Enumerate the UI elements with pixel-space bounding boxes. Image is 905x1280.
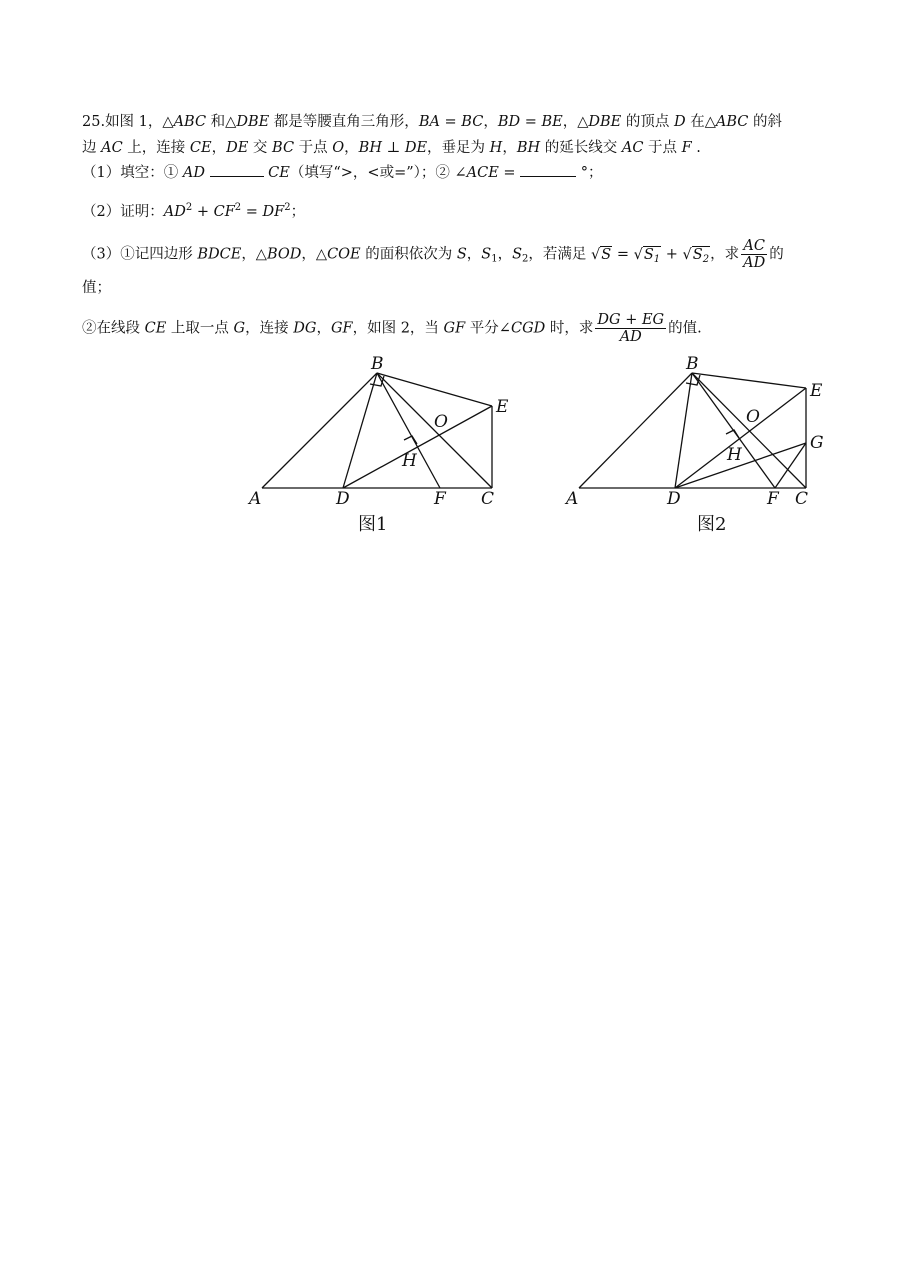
math: BA = BC bbox=[418, 114, 484, 130]
math: G bbox=[233, 320, 246, 337]
text: ， bbox=[483, 114, 498, 130]
text: 边 bbox=[82, 140, 102, 156]
text: °； bbox=[576, 165, 603, 181]
fig1-caption: 图1 bbox=[358, 514, 388, 535]
text: 上取一点 bbox=[166, 320, 234, 337]
exponent: 2 bbox=[284, 202, 291, 213]
text: ，如图 2，当 bbox=[352, 320, 444, 337]
fig2-label-f: F bbox=[767, 489, 779, 509]
text: 在△ bbox=[685, 114, 716, 130]
text: （1）填空：① bbox=[82, 165, 183, 181]
text: 平分∠ bbox=[465, 320, 511, 337]
denominator: AD bbox=[743, 255, 766, 271]
fig2-segment-be bbox=[692, 373, 806, 388]
text: 上，连接 bbox=[122, 140, 190, 156]
text: （3）①记四边形 bbox=[82, 246, 198, 263]
text: ， bbox=[344, 140, 359, 156]
fig2-segment-bd bbox=[675, 373, 692, 488]
math: S bbox=[456, 246, 467, 263]
fig2-label-g: G bbox=[810, 433, 824, 453]
math: H bbox=[489, 140, 503, 156]
text: ， bbox=[502, 140, 517, 156]
subscript: 1 bbox=[491, 253, 498, 265]
math: AD bbox=[182, 165, 205, 181]
fig2-segment-bc bbox=[692, 373, 806, 488]
math: BH bbox=[516, 140, 541, 156]
text: = bbox=[241, 204, 263, 220]
problem-number: 25. bbox=[82, 114, 106, 130]
math: O bbox=[332, 140, 345, 156]
part-3-line: （3）①记四边形 BDCE，△BOD，△COE 的面积依次为 S，$S_1$，$S_2$，若满足 $√S = √S_1 + √S_2$，求 $\frac{AC}{AD}$ 的 bbox=[82, 238, 784, 271]
text: ，求 bbox=[710, 246, 740, 263]
sqrt-s: √S bbox=[591, 246, 612, 263]
text: 的面积依次为 bbox=[360, 246, 457, 263]
text: 的斜 bbox=[748, 114, 782, 130]
math: S bbox=[692, 246, 703, 263]
text: ，若满足 bbox=[528, 246, 592, 263]
text: ，连接 bbox=[245, 320, 294, 337]
fig2-label-a: A bbox=[566, 489, 579, 509]
math: S bbox=[643, 246, 654, 263]
math: DE bbox=[226, 140, 249, 156]
figure-2-labels bbox=[564, 354, 824, 535]
exponent: 2 bbox=[185, 202, 193, 213]
math: GF bbox=[330, 320, 353, 337]
math: DBE bbox=[236, 114, 270, 130]
fig1-label-h: H bbox=[402, 451, 417, 471]
sqrt-s2: $√S_2$ bbox=[682, 246, 710, 265]
math: D bbox=[673, 114, 686, 130]
fig1-label-d: D bbox=[336, 489, 350, 509]
sqrt-s1: $√S_1$ bbox=[633, 246, 661, 265]
figure-2 bbox=[579, 373, 806, 488]
fig2-caption: 图2 bbox=[697, 514, 727, 535]
text: + bbox=[192, 204, 214, 220]
fig2-label-d: D bbox=[667, 489, 681, 509]
math: DG bbox=[293, 320, 317, 337]
text: ， bbox=[211, 140, 227, 156]
math: AC bbox=[101, 140, 123, 156]
figure-1 bbox=[262, 373, 492, 488]
text: 的延长线交 bbox=[540, 140, 622, 156]
text: 值； bbox=[82, 280, 111, 296]
figure-1-labels bbox=[247, 354, 509, 535]
denominator: AD bbox=[619, 329, 642, 345]
math: ACE bbox=[466, 165, 499, 181]
math: CE bbox=[268, 165, 290, 181]
math: ABC bbox=[173, 114, 207, 130]
fig2-right-angle-h bbox=[726, 430, 739, 438]
math: S bbox=[601, 246, 612, 263]
fig1-label-c: C bbox=[481, 489, 495, 509]
text: 于点 bbox=[294, 140, 333, 156]
text: ， bbox=[497, 246, 513, 263]
numerator: AC bbox=[741, 238, 767, 255]
fig2-label-h: H bbox=[727, 445, 742, 465]
subscript: 2 bbox=[522, 253, 529, 265]
math: CF bbox=[213, 204, 235, 220]
text: 时，求 bbox=[545, 320, 594, 337]
figures-svg bbox=[0, 0, 905, 560]
fig2-segment-ab bbox=[579, 373, 692, 488]
exponent: 2 bbox=[234, 202, 242, 213]
fig2-label-e: E bbox=[810, 381, 823, 401]
math: DBE bbox=[588, 114, 622, 130]
math: F bbox=[681, 140, 692, 156]
fig2-label-c: C bbox=[795, 489, 809, 509]
numerator: DG + EG bbox=[597, 312, 665, 328]
text: 的顶点 bbox=[621, 114, 674, 130]
text: 的 bbox=[769, 246, 784, 263]
text: 如图 1，△ bbox=[105, 114, 174, 130]
fig1-label-f: F bbox=[434, 489, 446, 509]
math: S bbox=[481, 246, 492, 263]
math: CE bbox=[189, 140, 212, 156]
fig1-label-a: A bbox=[249, 489, 262, 509]
math: COE bbox=[327, 246, 361, 263]
math: ABC bbox=[715, 114, 749, 130]
text: ， bbox=[466, 246, 482, 263]
math: BH ⊥ DE bbox=[358, 140, 428, 156]
math: S bbox=[512, 246, 523, 263]
text: ， bbox=[316, 320, 331, 337]
fig1-label-o: O bbox=[434, 412, 448, 432]
text: 交 bbox=[248, 140, 273, 156]
math: AC bbox=[621, 140, 644, 156]
subscript: 2 bbox=[702, 253, 710, 265]
math: BD = BE bbox=[497, 114, 563, 130]
math: AD bbox=[163, 204, 186, 220]
math: CE bbox=[144, 320, 167, 337]
text: = bbox=[498, 165, 516, 181]
subscript: 1 bbox=[653, 253, 661, 265]
fig2-label-b: B bbox=[686, 354, 699, 374]
math: DF bbox=[262, 204, 285, 220]
text: ，垂足为 bbox=[427, 140, 490, 156]
text: 和△ bbox=[206, 114, 237, 130]
math: GF bbox=[443, 320, 466, 337]
fig2-segment-de bbox=[675, 388, 806, 488]
text: ，△ bbox=[562, 114, 589, 130]
math: BOD bbox=[266, 246, 302, 263]
fig2-label-o: O bbox=[746, 407, 760, 427]
text: ； bbox=[290, 204, 306, 220]
math: BC bbox=[272, 140, 295, 156]
text: 都是等腰直角三角形， bbox=[269, 114, 419, 130]
text: ，△ bbox=[241, 246, 267, 263]
text: 的值. bbox=[668, 320, 702, 337]
math: BDCE bbox=[197, 246, 242, 263]
text: ，△ bbox=[301, 246, 328, 263]
text: ②在线段 bbox=[82, 320, 145, 337]
fig1-label-b: B bbox=[371, 354, 384, 374]
text: （填写“>，<或=”）；② ∠ bbox=[289, 165, 467, 181]
text: . bbox=[691, 140, 701, 156]
fig1-label-e: E bbox=[496, 397, 509, 417]
text: （2）证明： bbox=[82, 204, 164, 220]
math: CGD bbox=[510, 320, 546, 337]
fig2-segment-gf bbox=[775, 443, 806, 488]
text: 于点 bbox=[643, 140, 682, 156]
